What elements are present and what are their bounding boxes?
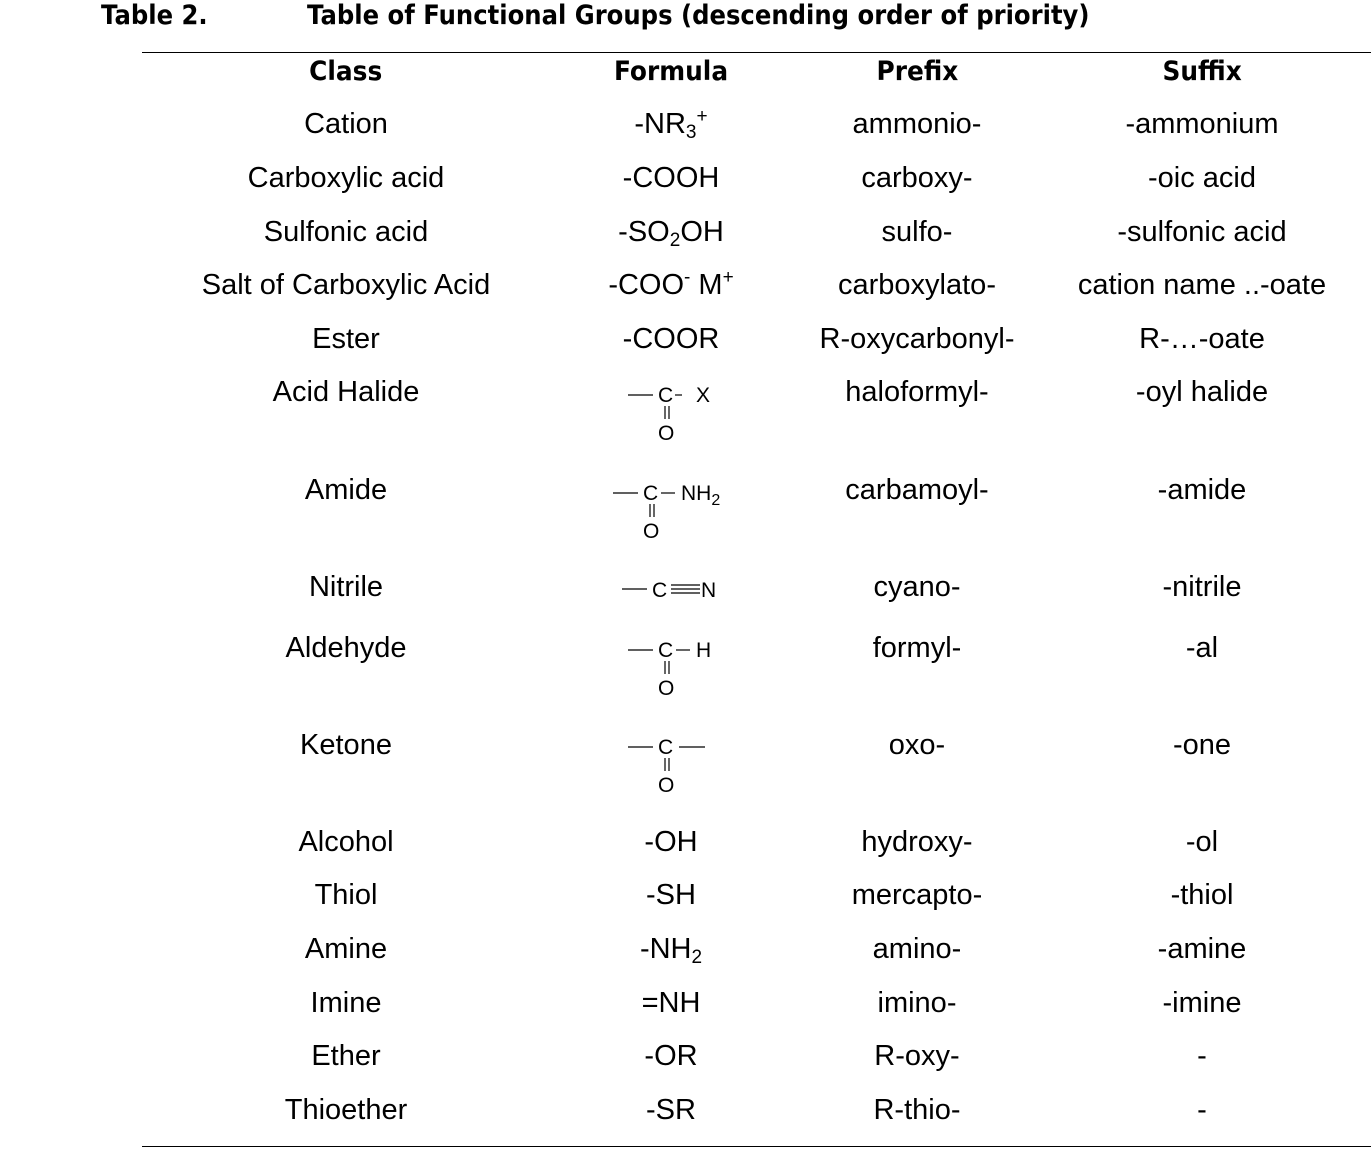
class-cell: Carboxylic acid [247,162,445,194]
class-cell: Nitrile [308,571,384,603]
header-formula: Formula [613,56,729,87]
prefix-cell: mercapto- [851,879,983,911]
suffix-cell: -one [1172,729,1232,761]
table-title: Table of Functional Groups (descending order of priority) [307,0,1090,31]
formula-cell: -OH [644,826,698,858]
suffix-cell: - [1197,1094,1207,1126]
atom-label: C [658,736,674,759]
header-prefix: Prefix [876,56,958,87]
header-class: Class [309,56,383,87]
formula-cell: $-NR_3^+$ [634,106,708,143]
prefix-cell: R-oxycarbonyl- [819,323,1015,355]
prefix-cell: R-thio- [873,1094,961,1126]
suffix-cell: -amine [1157,933,1247,965]
class-cell: Aldehyde [285,632,407,664]
formula-cell: -OR [644,1040,698,1072]
formula-cell: -COO- M+ [608,267,734,301]
atom-label: N [701,579,717,602]
prefix-cell: amino- [872,933,962,965]
header-suffix: Suffix [1162,56,1242,87]
prefix-cell: formyl- [872,632,962,664]
class-cell: Cation [304,108,388,140]
suffix-cell: -sulfonic acid [1117,216,1287,248]
nitrile-structure-icon [614,573,734,607]
formula-cell: -SR [646,1094,696,1126]
atom-label: H [696,639,712,662]
formula-cell: -COOR [622,323,720,355]
prefix-cell: carboxy- [861,162,973,194]
class-cell: Ether [311,1040,381,1072]
class-cell: Acid Halide [272,376,420,408]
atom-label: O [658,677,675,700]
atom-label: C [652,579,668,602]
formula-cell: $-SO_2OH$ [618,216,724,251]
prefix-cell: hydroxy- [861,826,973,858]
prefix-cell: R-oxy- [874,1040,960,1072]
class-cell: Ester [312,323,380,355]
ketone-structure-icon [620,730,730,802]
prefix-cell: carbamoyl- [845,474,989,506]
formula-cell: -COOH [622,162,720,194]
formula-cell: $-NH_2$ [639,933,703,968]
suffix-cell: -al [1185,632,1219,664]
class-cell: Alcohol [298,826,394,858]
atom-label: X [696,384,711,407]
suffix-cell: - [1197,1040,1207,1072]
class-cell: Ketone [300,729,392,761]
class-cell: Thioether [284,1094,408,1126]
prefix-cell: cyano- [873,571,961,603]
atom-label: O [658,774,675,797]
atom-label: C [643,482,659,505]
prefix-cell: carboxylato- [838,269,996,301]
table-number: Table 2. [101,0,208,31]
suffix-cell: R-…-oate [1139,323,1265,355]
formula-cell: =NH [641,987,701,1019]
prefix-cell: imino- [877,987,957,1019]
suffix-cell: -amide [1157,474,1247,506]
atom-label: C [658,639,674,662]
class-cell: Amine [304,933,388,965]
prefix-cell: haloformyl- [845,376,989,408]
class-cell: Sulfonic acid [263,216,429,248]
prefix-cell: oxo- [888,729,946,761]
atom-label: C [658,384,674,407]
suffix-cell: -ol [1185,826,1219,858]
class-cell: Imine [310,987,382,1019]
formula-cell: -SH [646,879,696,911]
prefix-cell: ammonio- [852,108,982,140]
class-cell: Thiol [314,879,378,911]
aldehyde-structure-icon [620,633,730,705]
atom-label: $NH_2$ [681,482,721,509]
atom-label: O [658,422,675,445]
suffix-cell: -nitrile [1162,571,1242,603]
acyl-halide-structure-icon [620,378,730,450]
prefix-cell: sulfo- [881,216,953,248]
class-cell: Salt of Carboxylic Acid [201,269,491,301]
suffix-cell: -imine [1162,987,1242,1019]
suffix-cell: cation name ..-oate [1077,269,1327,301]
suffix-cell: -oyl halide [1135,376,1269,408]
amide-structure-icon [605,475,745,547]
bottom-rule [142,1146,1371,1147]
suffix-cell: -ammonium [1125,108,1279,140]
suffix-cell: -thiol [1170,879,1234,911]
table-caption [0,0,1371,36]
class-cell: Amide [304,474,388,506]
suffix-cell: -oic acid [1148,162,1256,194]
atom-label: O [643,520,660,543]
